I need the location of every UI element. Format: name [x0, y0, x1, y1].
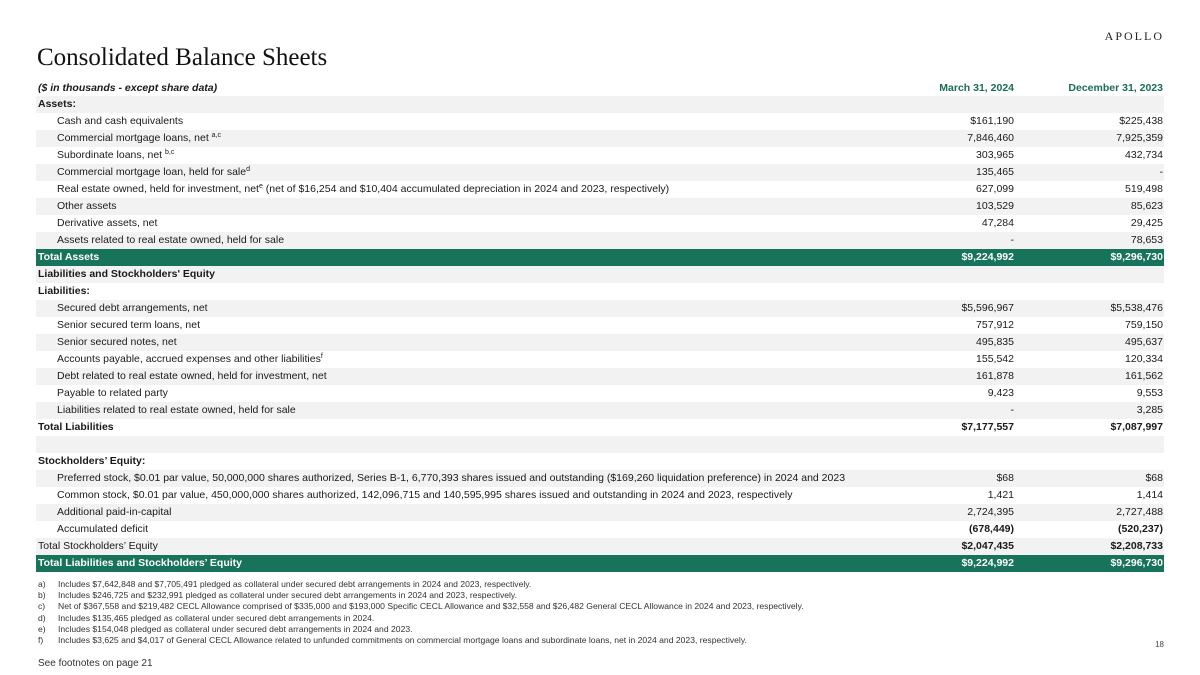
value-march-2024: 155,542 [976, 353, 1014, 365]
value-december-2023: 7,925,359 [1116, 132, 1163, 144]
total-liabilities-equity-row [36, 555, 1164, 572]
value-march-2024: 757,912 [976, 319, 1014, 331]
table-row [36, 181, 1164, 198]
value-december-2023: 78,653 [1130, 234, 1163, 246]
row-label: Additional paid-in-capital [57, 506, 172, 518]
page-title: Consolidated Balance Sheets [37, 44, 328, 71]
footnote-mark: a) [38, 579, 46, 589]
section-heading-liabilities [36, 283, 1164, 300]
footnote-mark: e) [38, 623, 46, 634]
row-label: Cash and cash equivalents [57, 115, 184, 127]
footnote-item [38, 590, 1138, 601]
value-december-2023: $9,296,730 [1110, 251, 1163, 263]
footnote-text: Net of $367,558 and $219,482 CECL Allowance comprised of $335,000 and $193,000 Specific CECL Allowance and $32,558 and $26,482 General CECL Allowance in 2024 and 2023, respectively. [58, 601, 804, 612]
value-december-2023: 29,425 [1130, 217, 1163, 229]
value-december-2023: 3,285 [1136, 404, 1163, 416]
row-label: Subordinate loans, net $^{b,c}$ [57, 149, 175, 161]
value-march-2024: $5,596,967 [961, 302, 1014, 314]
footnote-item [38, 624, 1138, 635]
table-header [36, 80, 1164, 96]
units-caption: ($ in thousands - except share data) [38, 82, 218, 94]
value-march-2024: 1,421 [987, 489, 1014, 501]
row-label: Total Stockholders’ Equity [38, 540, 158, 552]
see-footnotes-note: See footnotes on page 21 [38, 658, 153, 669]
footnotes [38, 579, 1138, 646]
value-march-2024: (678,449) [969, 523, 1014, 535]
footnote-item [38, 601, 1138, 612]
value-march-2024: 135,465 [976, 166, 1014, 178]
value-march-2024: $68 [996, 472, 1014, 484]
total-liabilities-row [36, 419, 1164, 436]
value-december-2023: 519,498 [1125, 183, 1163, 195]
value-march-2024: $7,177,557 [961, 421, 1014, 433]
row-label: Total Assets [38, 251, 100, 263]
footnote-mark: d) [38, 612, 46, 623]
row-label: Total Liabilities and Stockholders’ Equity [38, 557, 243, 569]
table-row [36, 113, 1164, 130]
row-label: Accounts payable, accrued expenses and other liabilities$^f$ [57, 353, 323, 365]
value-december-2023: $225,438 [1119, 115, 1163, 127]
value-march-2024: $9,224,992 [961, 557, 1014, 569]
value-december-2023: $7,087,997 [1110, 421, 1163, 433]
table-row [36, 487, 1164, 504]
value-december-2023: 432,734 [1125, 149, 1163, 161]
value-march-2024: 495,835 [976, 336, 1014, 348]
row-label: Liabilities related to real estate owned, held for sale [57, 404, 296, 416]
row-label: Commercial mortgage loan, held for sale$^d$ [57, 166, 250, 178]
value-december-2023: (520,237) [1118, 523, 1163, 535]
footnote-ref: f [320, 353, 323, 360]
row-label: Total Liabilities [38, 421, 114, 433]
value-march-2024: 303,965 [976, 149, 1014, 161]
table-row [36, 351, 1164, 368]
row-label: Stockholders’ Equity: [38, 455, 146, 467]
table-row [36, 521, 1164, 538]
section-heading-assets [36, 96, 1164, 113]
total-stockholders-equity-row [36, 538, 1164, 555]
row-label: Commercial mortgage loans, net $^{a,c}$ [57, 132, 221, 144]
footnote-mark: c) [38, 601, 46, 612]
value-december-2023: 495,637 [1125, 336, 1163, 348]
brand-logo: APOLLO [1104, 29, 1164, 43]
value-march-2024: $161,190 [970, 115, 1014, 127]
table-row [36, 317, 1164, 334]
balance-sheet-table [36, 96, 1164, 572]
value-march-2024: 161,878 [976, 370, 1014, 382]
value-december-2023: 9,553 [1136, 387, 1163, 399]
footnote-item [38, 579, 1138, 590]
footnote-text: Includes $3,625 and $4,017 of General CECL Allowance related to unfunded commitments on commercial mortgage loans and subordinate loans, net in 2024 and 2023, respectively. [58, 635, 747, 646]
row-label: Accumulated deficit [57, 523, 149, 535]
value-march-2024: 103,529 [976, 200, 1014, 212]
footnote-ref: a,c [211, 132, 221, 139]
value-march-2024: 627,099 [976, 183, 1014, 195]
section-heading-stockholders-equity [36, 453, 1164, 470]
value-december-2023: 759,150 [1125, 319, 1163, 331]
value-december-2023: 1,414 [1136, 489, 1163, 501]
spacer-row [36, 436, 1164, 453]
row-label: Secured debt arrangements, net [57, 302, 208, 314]
row-label: Derivative assets, net [57, 217, 158, 229]
value-march-2024: - [1010, 234, 1014, 246]
row-label: Debt related to real estate owned, held for investment, net [57, 370, 327, 382]
row-label: Common stock, $0.01 par value, 450,000,000 shares authorized, 142,096,715 and 140,595,995 shares issued and outstanding in 2024 and 2023, respectively [57, 489, 793, 501]
value-march-2024: 47,284 [981, 217, 1014, 229]
footnote-mark: b) [38, 590, 46, 601]
row-label: Preferred stock, $0.01 par value, 50,000,000 shares authorized, Series B-1, 6,770,393 shares issued and outstanding ($169,260 liquidation preference) in 2024 and 2023 [57, 472, 846, 484]
footnote-text: Includes $246,725 and $232,991 pledged as collateral under secured debt arrangements in 2024 and 2023, respectively. [58, 590, 517, 601]
value-december-2023: 120,334 [1125, 353, 1163, 365]
footnote-item [38, 635, 1138, 646]
table-row [36, 504, 1164, 521]
table-row [36, 402, 1164, 419]
table-row [36, 130, 1164, 147]
footnote-item [38, 613, 1138, 624]
value-march-2024: - [1010, 404, 1014, 416]
value-december-2023: $2,208,733 [1110, 540, 1163, 552]
footnote-text: Includes $154,048 pledged as collateral under secured debt arrangements in 2024 and 2023. [58, 623, 413, 634]
section-heading-liabilities-equity [36, 266, 1164, 283]
row-label: Other assets [57, 200, 117, 212]
table-row [36, 300, 1164, 317]
column-header-december-2023: December 31, 2023 [1068, 82, 1163, 94]
page-number: 18 [1155, 640, 1164, 649]
table-row [36, 147, 1164, 164]
footnote-ref: b,c [165, 149, 175, 156]
table-row [36, 232, 1164, 249]
value-march-2024: $2,047,435 [961, 540, 1014, 552]
value-december-2023: 161,562 [1125, 370, 1163, 382]
value-march-2024: 9,423 [987, 387, 1014, 399]
value-december-2023: $68 [1145, 472, 1163, 484]
table-row [36, 164, 1164, 181]
table-row [36, 385, 1164, 402]
value-december-2023: 85,623 [1130, 200, 1163, 212]
row-label: Senior secured term loans, net [57, 319, 200, 331]
value-march-2024: 2,724,395 [967, 506, 1014, 518]
value-march-2024: 7,846,460 [967, 132, 1014, 144]
table-row [36, 215, 1164, 232]
value-december-2023: $9,296,730 [1110, 557, 1163, 569]
value-december-2023: $5,538,476 [1110, 302, 1163, 314]
table-row [36, 368, 1164, 385]
row-label: Liabilities and Stockholders' Equity [38, 268, 215, 280]
column-header-march-2024: March 31, 2024 [939, 82, 1014, 94]
row-label: Assets: [38, 98, 76, 110]
footnote-ref: d [246, 166, 250, 173]
value-december-2023: 2,727,488 [1116, 506, 1163, 518]
value-december-2023: - [1159, 166, 1163, 178]
row-label: Liabilities: [38, 285, 90, 297]
footnote-mark: f) [38, 635, 44, 646]
table-row [36, 334, 1164, 351]
total-assets-row [36, 249, 1164, 266]
row-label: Senior secured notes, net [57, 336, 177, 348]
footnote-ref: e [258, 183, 263, 190]
row-label: Payable to related party [57, 387, 168, 399]
table-row [36, 470, 1164, 487]
row-label: Real estate owned, held for investment, net$^e$ (net of $16,254 and $10,404 accumulated depreciation in 2024 and 2023, respectively) [57, 183, 670, 195]
value-march-2024: $9,224,992 [961, 251, 1014, 263]
table-row [36, 198, 1164, 215]
row-label: Assets related to real estate owned, held for sale [57, 234, 285, 246]
footnote-text: Includes $135,465 pledged as collateral under secured debt arrangements in 2024. [58, 612, 375, 623]
footnote-text: Includes $7,642,848 and $7,705,491 pledged as collateral under secured debt arrangements in 2024 and 2023, respectively. [58, 579, 532, 589]
